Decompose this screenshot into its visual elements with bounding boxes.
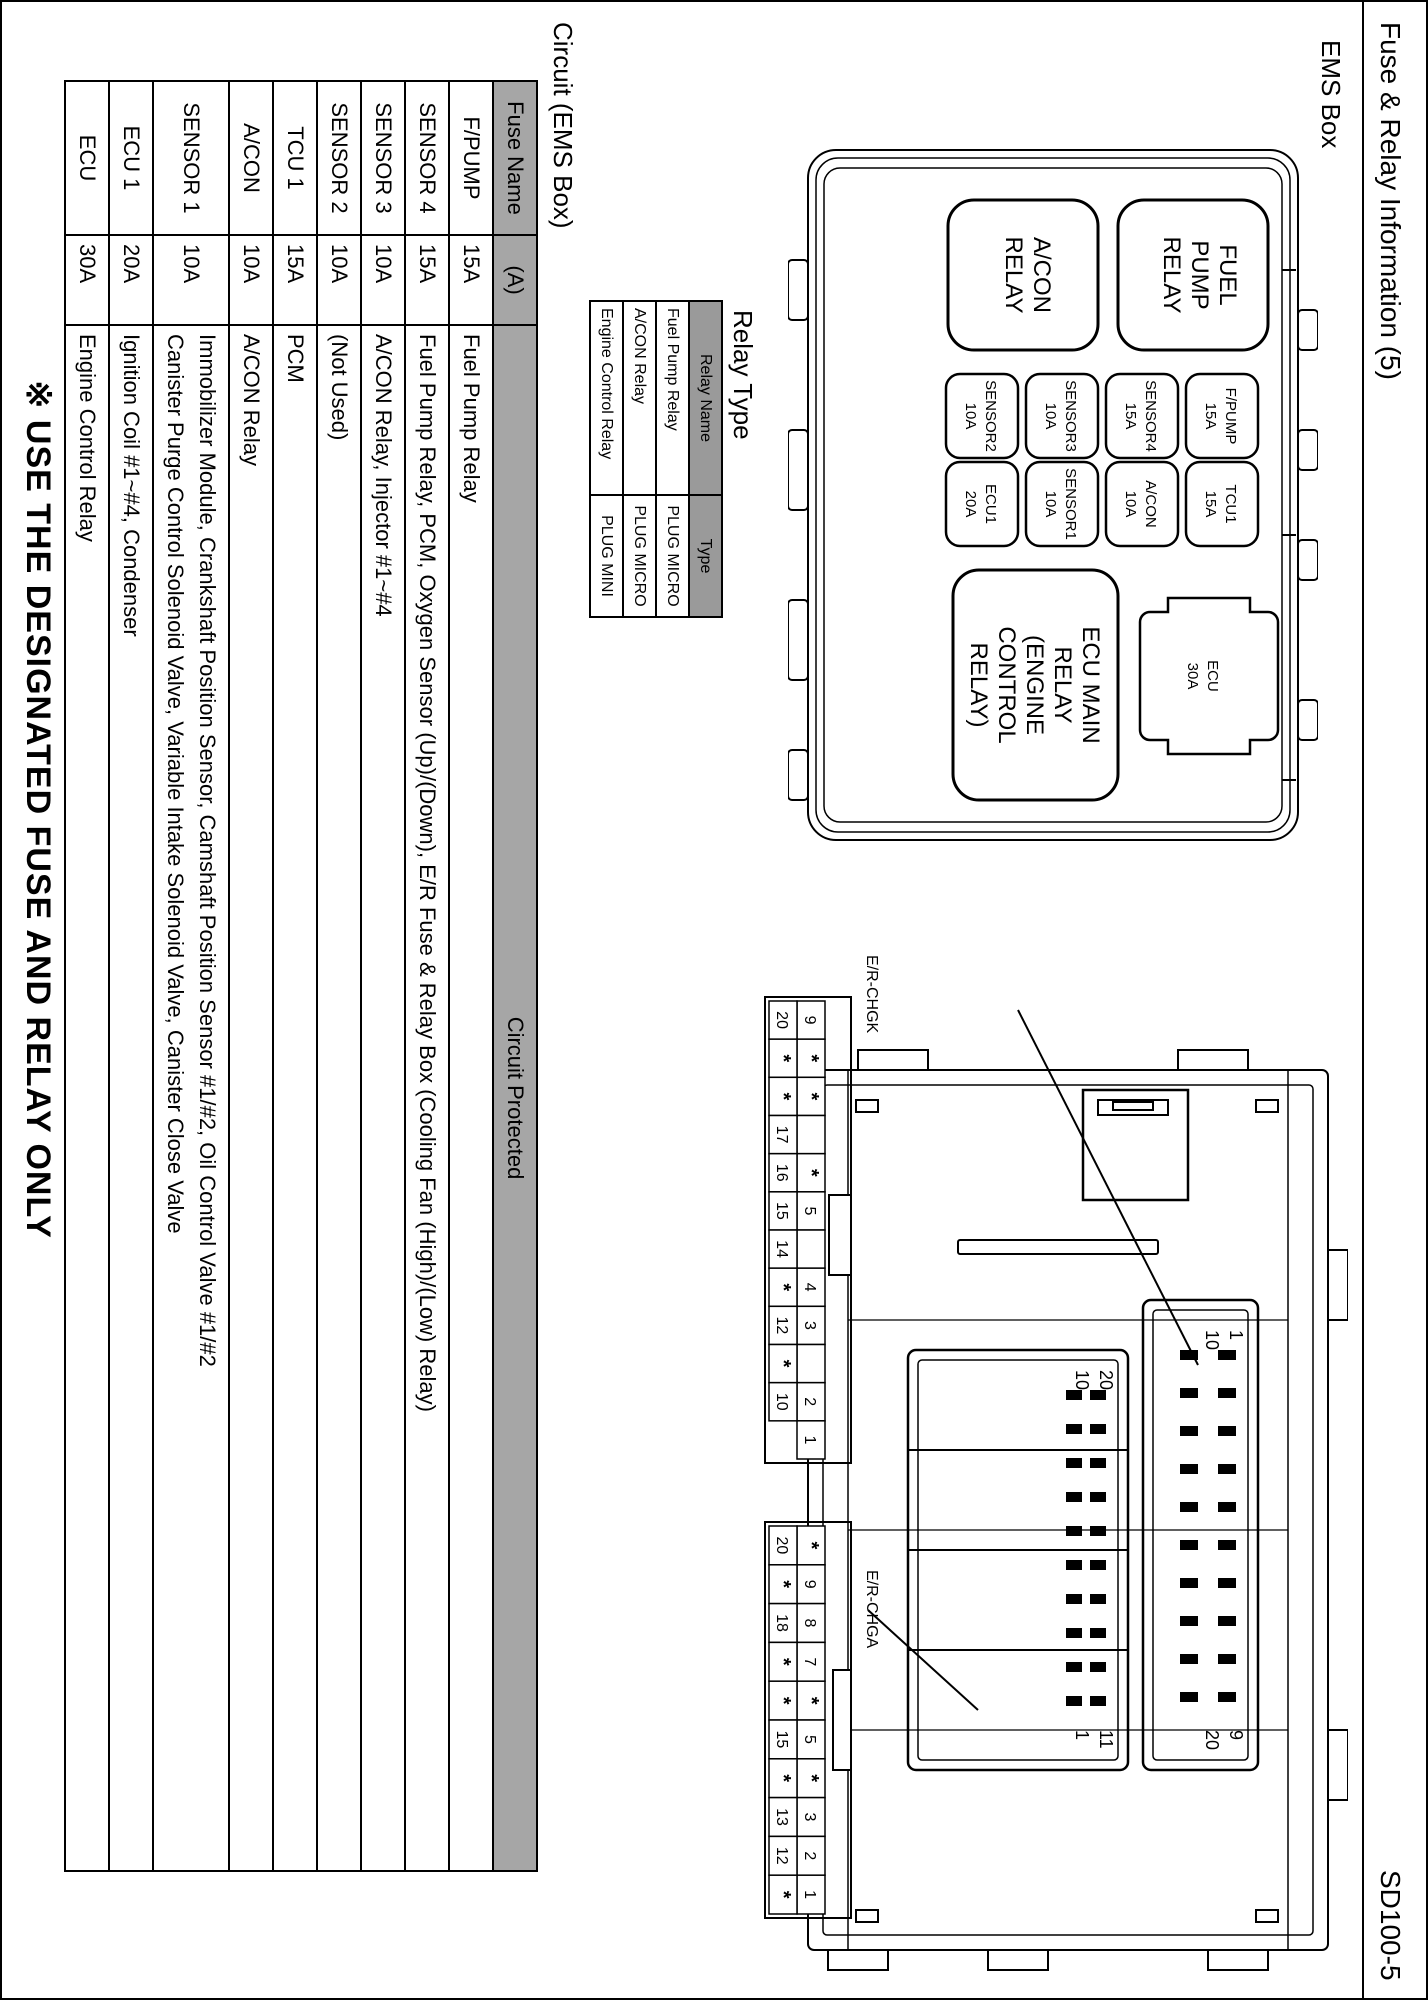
- amp-cell: 20A: [109, 235, 153, 325]
- table-row: [449, 81, 493, 1871]
- chga-pin-label: *: [772, 1657, 794, 1666]
- terminal-slot: [1066, 1526, 1082, 1536]
- terminal-slot: [1180, 1388, 1198, 1398]
- fuse-sensor4-amp: 15A: [1122, 402, 1139, 430]
- fuse-name-cell: ECU: [65, 81, 109, 235]
- terminal-slot: [1066, 1594, 1082, 1604]
- circuit-cell: A/CON Relay: [229, 325, 273, 1871]
- chgk-pin-cell: [797, 1345, 825, 1383]
- designated-fuse-note: ※ USE THE DESIGNATED FUSE AND RELAY ONLY: [19, 380, 57, 1239]
- chga-pin-label: 18: [773, 1614, 790, 1632]
- fuse-fpump-name: F/PUMP: [1222, 387, 1239, 445]
- chga-pin-label: 12: [773, 1846, 790, 1865]
- housing-num-bot-left: 10: [1072, 1370, 1092, 1391]
- circuit-protected-header: Circuit Protected: [493, 325, 537, 1871]
- relay-type-table: [589, 300, 723, 618]
- chgk-pin-label: 1: [801, 1435, 818, 1445]
- terminal-slot: [1180, 1540, 1198, 1550]
- terminal-slot: [1218, 1578, 1236, 1588]
- terminal-slot: [1218, 1540, 1236, 1550]
- terminal-slot: [1180, 1502, 1198, 1512]
- amp-cell: 10A: [317, 235, 361, 325]
- chga-pin-grid: [758, 1520, 853, 1920]
- chgk-pin-label: *: [772, 1092, 794, 1101]
- chga-pin-label: 13: [773, 1808, 790, 1826]
- box-title: EMS Box: [1316, 40, 1346, 149]
- chgk-pin-label: *: [772, 1283, 794, 1292]
- terminal-slot: [1090, 1696, 1106, 1706]
- fuse-name-cell: F/PUMP: [449, 81, 493, 235]
- fuse-ecu1-name: ECU1: [982, 483, 999, 525]
- table-row: [65, 81, 109, 1871]
- lower-connector-pins: [1066, 1390, 1106, 1706]
- chga-pin-label: *: [800, 1774, 822, 1783]
- chga-pin-label: 20: [773, 1536, 790, 1555]
- fuse-name-cell: A/CON: [229, 81, 273, 235]
- terminal-slot: [1066, 1696, 1082, 1706]
- chga-latch: [833, 1670, 851, 1770]
- ems-box-diagram: [788, 140, 1318, 860]
- chgk-pin-label: *: [772, 1054, 794, 1063]
- fuel-pump-relay-line1: FUEL: [1214, 244, 1241, 306]
- circuit-cell: Fuel Pump Relay: [449, 325, 493, 1871]
- fuse-ecu-name: ECU: [1204, 660, 1221, 692]
- terminal-slot: [1090, 1390, 1106, 1400]
- chgk-pin-svg: [763, 995, 853, 1465]
- chgk-pin-label: *: [772, 1359, 794, 1368]
- fuel-pump-relay-line3: RELAY: [1158, 236, 1185, 314]
- relay-table-header: [689, 301, 722, 617]
- chgk-pin-label: 15: [773, 1202, 790, 1220]
- circuit-cell: Engine Control Relay: [65, 325, 109, 1871]
- chgk-pin-label: *: [800, 1092, 822, 1101]
- chgk-pin-label: 17: [773, 1125, 790, 1144]
- chga-pin-label: 2: [801, 1851, 818, 1861]
- terminal-slot: [1066, 1628, 1082, 1638]
- terminal-slot: [1066, 1662, 1082, 1672]
- fuse-name-cell: SENSOR 3: [361, 81, 405, 235]
- ecu-main-relay-line5: RELAY): [965, 642, 992, 728]
- chgk-pin-cell: [797, 1230, 825, 1268]
- chga-pin-label: *: [800, 1696, 822, 1705]
- ecu-main-relay-line3: (ENGINE: [1021, 634, 1048, 736]
- housing-num-bot-right: 1: [1072, 1730, 1092, 1741]
- chgk-pin-label: *: [800, 1168, 822, 1177]
- relay-type-cell: PLUG MICRO: [656, 495, 689, 617]
- terminal-slot: [1180, 1616, 1198, 1626]
- terminal-slot: [1066, 1560, 1082, 1570]
- chga-pin-label: 7: [801, 1657, 818, 1667]
- fuel-pump-relay-line2: PUMP: [1186, 240, 1213, 310]
- terminal-slot: [1180, 1464, 1198, 1474]
- terminal-slot: [1090, 1662, 1106, 1672]
- page-title: Fuse & Relay Information (5): [1375, 22, 1406, 380]
- chgk-pin-label: 9: [801, 1015, 818, 1025]
- chga-pin-svg: [763, 1520, 853, 1920]
- fuse-fpump-amp: 15A: [1202, 402, 1219, 430]
- chgk-pin-label: 12: [773, 1316, 790, 1335]
- housing-num-top-left: 1: [1226, 1330, 1246, 1341]
- circuit-cell: Ignition Coil #1~#4, Condenser: [109, 325, 153, 1871]
- header-divider: [1362, 0, 1364, 2000]
- chga-pin-label: *: [800, 1541, 822, 1550]
- circuit-title: Circuit (EMS Box): [548, 22, 578, 229]
- amp-cell: 15A: [449, 235, 493, 325]
- table-row: [361, 81, 405, 1871]
- table-row: [153, 81, 229, 1871]
- chgk-leader-line: [1018, 1010, 1198, 1365]
- fuse-sensor3-amp: 10A: [1042, 402, 1059, 430]
- terminal-slot: [1218, 1654, 1236, 1664]
- fuse-tcu1-amp: 15A: [1202, 490, 1219, 518]
- chga-leader-line: [868, 1610, 978, 1710]
- chgk-pin-cell: [797, 1116, 825, 1154]
- circuit-cell: A/CON Relay, Injector #1~#4: [361, 325, 405, 1871]
- terminal-slot: [1218, 1426, 1236, 1436]
- chgk-pin-label: 14: [773, 1240, 790, 1258]
- table-row: [656, 301, 689, 617]
- table-row: [623, 301, 656, 617]
- acon-relay-line1: A/CON: [1028, 236, 1055, 314]
- chgk-pin-label: 3: [801, 1320, 818, 1330]
- page-code: SD100-5: [1375, 1870, 1406, 1981]
- table-row: [229, 81, 273, 1871]
- amp-cell: 10A: [361, 235, 405, 325]
- terminal-slot: [1218, 1388, 1236, 1398]
- ecu-main-relay-line2: RELAY: [1049, 646, 1076, 724]
- fuse-name-cell: TCU 1: [273, 81, 317, 235]
- terminal-slot: [1180, 1578, 1198, 1588]
- terminal-slot: [1090, 1594, 1106, 1604]
- chga-pin-label: *: [772, 1696, 794, 1705]
- fuse-acon-amp: 10A: [1122, 490, 1139, 518]
- chga-pin-label: 3: [801, 1812, 818, 1822]
- fuse-sensor2-name: SENSOR2: [982, 380, 999, 452]
- chgk-pin-label: 10: [773, 1392, 790, 1411]
- chgk-pin-grid: [758, 995, 853, 1465]
- housing-num-top-right-low: 9: [1226, 1730, 1246, 1741]
- housing-num-bot-right-top: 11: [1096, 1730, 1116, 1749]
- terminal-slot: [1066, 1424, 1082, 1434]
- chgk-pin-label: 16: [773, 1163, 790, 1182]
- fuse-sensor3-name: SENSOR3: [1062, 380, 1079, 452]
- table-row: [317, 81, 361, 1871]
- terminal-slot: [1218, 1350, 1236, 1360]
- terminal-slot: [1066, 1458, 1082, 1468]
- housing-num-bot-left-top: 20: [1096, 1370, 1116, 1391]
- upper-connector-housing: [1143, 1300, 1258, 1770]
- chga-pin-label: 1: [801, 1890, 818, 1900]
- amp-cell: 30A: [65, 235, 109, 325]
- chga-pin-label: *: [772, 1774, 794, 1783]
- amp-cell: 15A: [273, 235, 317, 325]
- fuse-ecu1-amp: 20A: [962, 490, 979, 518]
- chga-pin-label: 5: [801, 1734, 818, 1744]
- amp-cell: 10A: [229, 235, 273, 325]
- chgk-pin-label: *: [800, 1054, 822, 1063]
- relay-name-cell: Fuel Pump Relay: [656, 301, 689, 495]
- fuse-name-cell: SENSOR 2: [317, 81, 361, 235]
- chgk-label: E/R-CHGK: [863, 955, 880, 1034]
- amp-cell: 15A: [405, 235, 449, 325]
- connector-housing-diagram: [788, 990, 1348, 1980]
- housing-num-top-left-low: 10: [1202, 1330, 1222, 1351]
- relay-name-cell: Engine Control Relay: [590, 301, 623, 495]
- fuse-sensor2-amp: 10A: [962, 402, 979, 430]
- fuse-sensor1-amp: 10A: [1042, 490, 1059, 518]
- relay-type-title: Relay Type: [728, 310, 758, 440]
- circuit-cell: Fuel Pump Relay, PCM, Oxygen Sensor (Up)/(Down), E/R Fuse & Relay Box (Cooling Fan (High)/(Low) Relay): [405, 325, 449, 1871]
- terminal-slot: [1180, 1692, 1198, 1702]
- chga-pin-label: 9: [801, 1579, 818, 1589]
- ecu-main-relay-line1: ECU MAIN: [1077, 626, 1104, 744]
- circuit-cell-line1: Immobilizer Module, Crankshaft Position Sensor, Camshaft Position Sensor #1/#2, Oil Control Valve #1/#2: [195, 334, 220, 1367]
- chgk-pin-label: 5: [801, 1206, 818, 1216]
- chgk-pin-label: 20: [773, 1011, 790, 1029]
- terminal-slot: [1090, 1560, 1106, 1570]
- circuit-cell: [153, 325, 229, 1871]
- housing-num-top-right: 20: [1202, 1730, 1222, 1751]
- table-row: [590, 301, 623, 617]
- chga-pin-label: 15: [773, 1730, 790, 1749]
- terminal-slot: [1090, 1458, 1106, 1468]
- fuse-name-cell: SENSOR 4: [405, 81, 449, 235]
- fuse-name-header: Fuse Name: [493, 81, 537, 235]
- fuse-name-cell: ECU 1: [109, 81, 153, 235]
- circuit-cell: PCM: [273, 325, 317, 1871]
- amp-cell: 10A: [153, 235, 229, 325]
- chgk-latch: [829, 1195, 851, 1275]
- fuse-sensor1-name: SENSOR1: [1062, 468, 1079, 540]
- table-row: [273, 81, 317, 1871]
- terminal-slot: [1218, 1502, 1236, 1512]
- terminal-slot: [1218, 1692, 1236, 1702]
- fuse-ecu-amp: 30A: [1184, 662, 1201, 690]
- ecu-main-relay-line4: CONTROL: [993, 626, 1020, 744]
- circuit-table-header: [493, 81, 537, 1871]
- terminal-slot: [1090, 1628, 1106, 1638]
- terminal-slot: [1090, 1526, 1106, 1536]
- terminal-slot: [1066, 1492, 1082, 1502]
- terminal-slot: [1090, 1424, 1106, 1434]
- circuit-cell-line2: Canister Purge Control Solenoid Valve, Variable Intake Solenoid Valve, Canister Close Valve: [163, 334, 188, 1234]
- fuse-name-cell: SENSOR 1: [153, 81, 229, 235]
- table-row: [405, 81, 449, 1871]
- relay-type-header: Type: [689, 495, 722, 617]
- chga-pin-label: 8: [801, 1618, 818, 1628]
- chgk-pin-label: 2: [801, 1397, 818, 1407]
- terminal-slot: [1090, 1492, 1106, 1502]
- relay-type-cell: PLUG MICRO: [623, 495, 656, 617]
- chga-pin-label: *: [772, 1890, 794, 1899]
- fuse-tcu1-name: TCU1: [1222, 484, 1239, 524]
- terminal-slot: [1180, 1426, 1198, 1436]
- fuse-sensor4-name: SENSOR4: [1142, 380, 1159, 452]
- upper-connector-pins: [1180, 1350, 1236, 1702]
- amp-header: (A): [493, 235, 537, 325]
- chga-label: E/R-CHGA: [863, 1570, 880, 1649]
- terminal-slot: [1066, 1390, 1082, 1400]
- relay-name-header: Relay Name: [689, 301, 722, 495]
- chgk-pin-label: 4: [801, 1282, 818, 1292]
- table-row: [109, 81, 153, 1871]
- fuse-acon-name: A/CON: [1142, 480, 1159, 528]
- terminal-slot: [1218, 1464, 1236, 1474]
- circuit-table: [64, 80, 538, 1872]
- chga-pin-label: *: [772, 1580, 794, 1589]
- relay-name-cell: A/CON Relay: [623, 301, 656, 495]
- terminal-slot: [1218, 1616, 1236, 1626]
- relay-type-cell: PLUG MINI: [590, 495, 623, 617]
- housing-outline: [808, 1070, 1328, 1950]
- circuit-cell: (Not Used): [317, 325, 361, 1871]
- terminal-slot: [1180, 1654, 1198, 1664]
- acon-relay-line2: RELAY: [1000, 236, 1027, 314]
